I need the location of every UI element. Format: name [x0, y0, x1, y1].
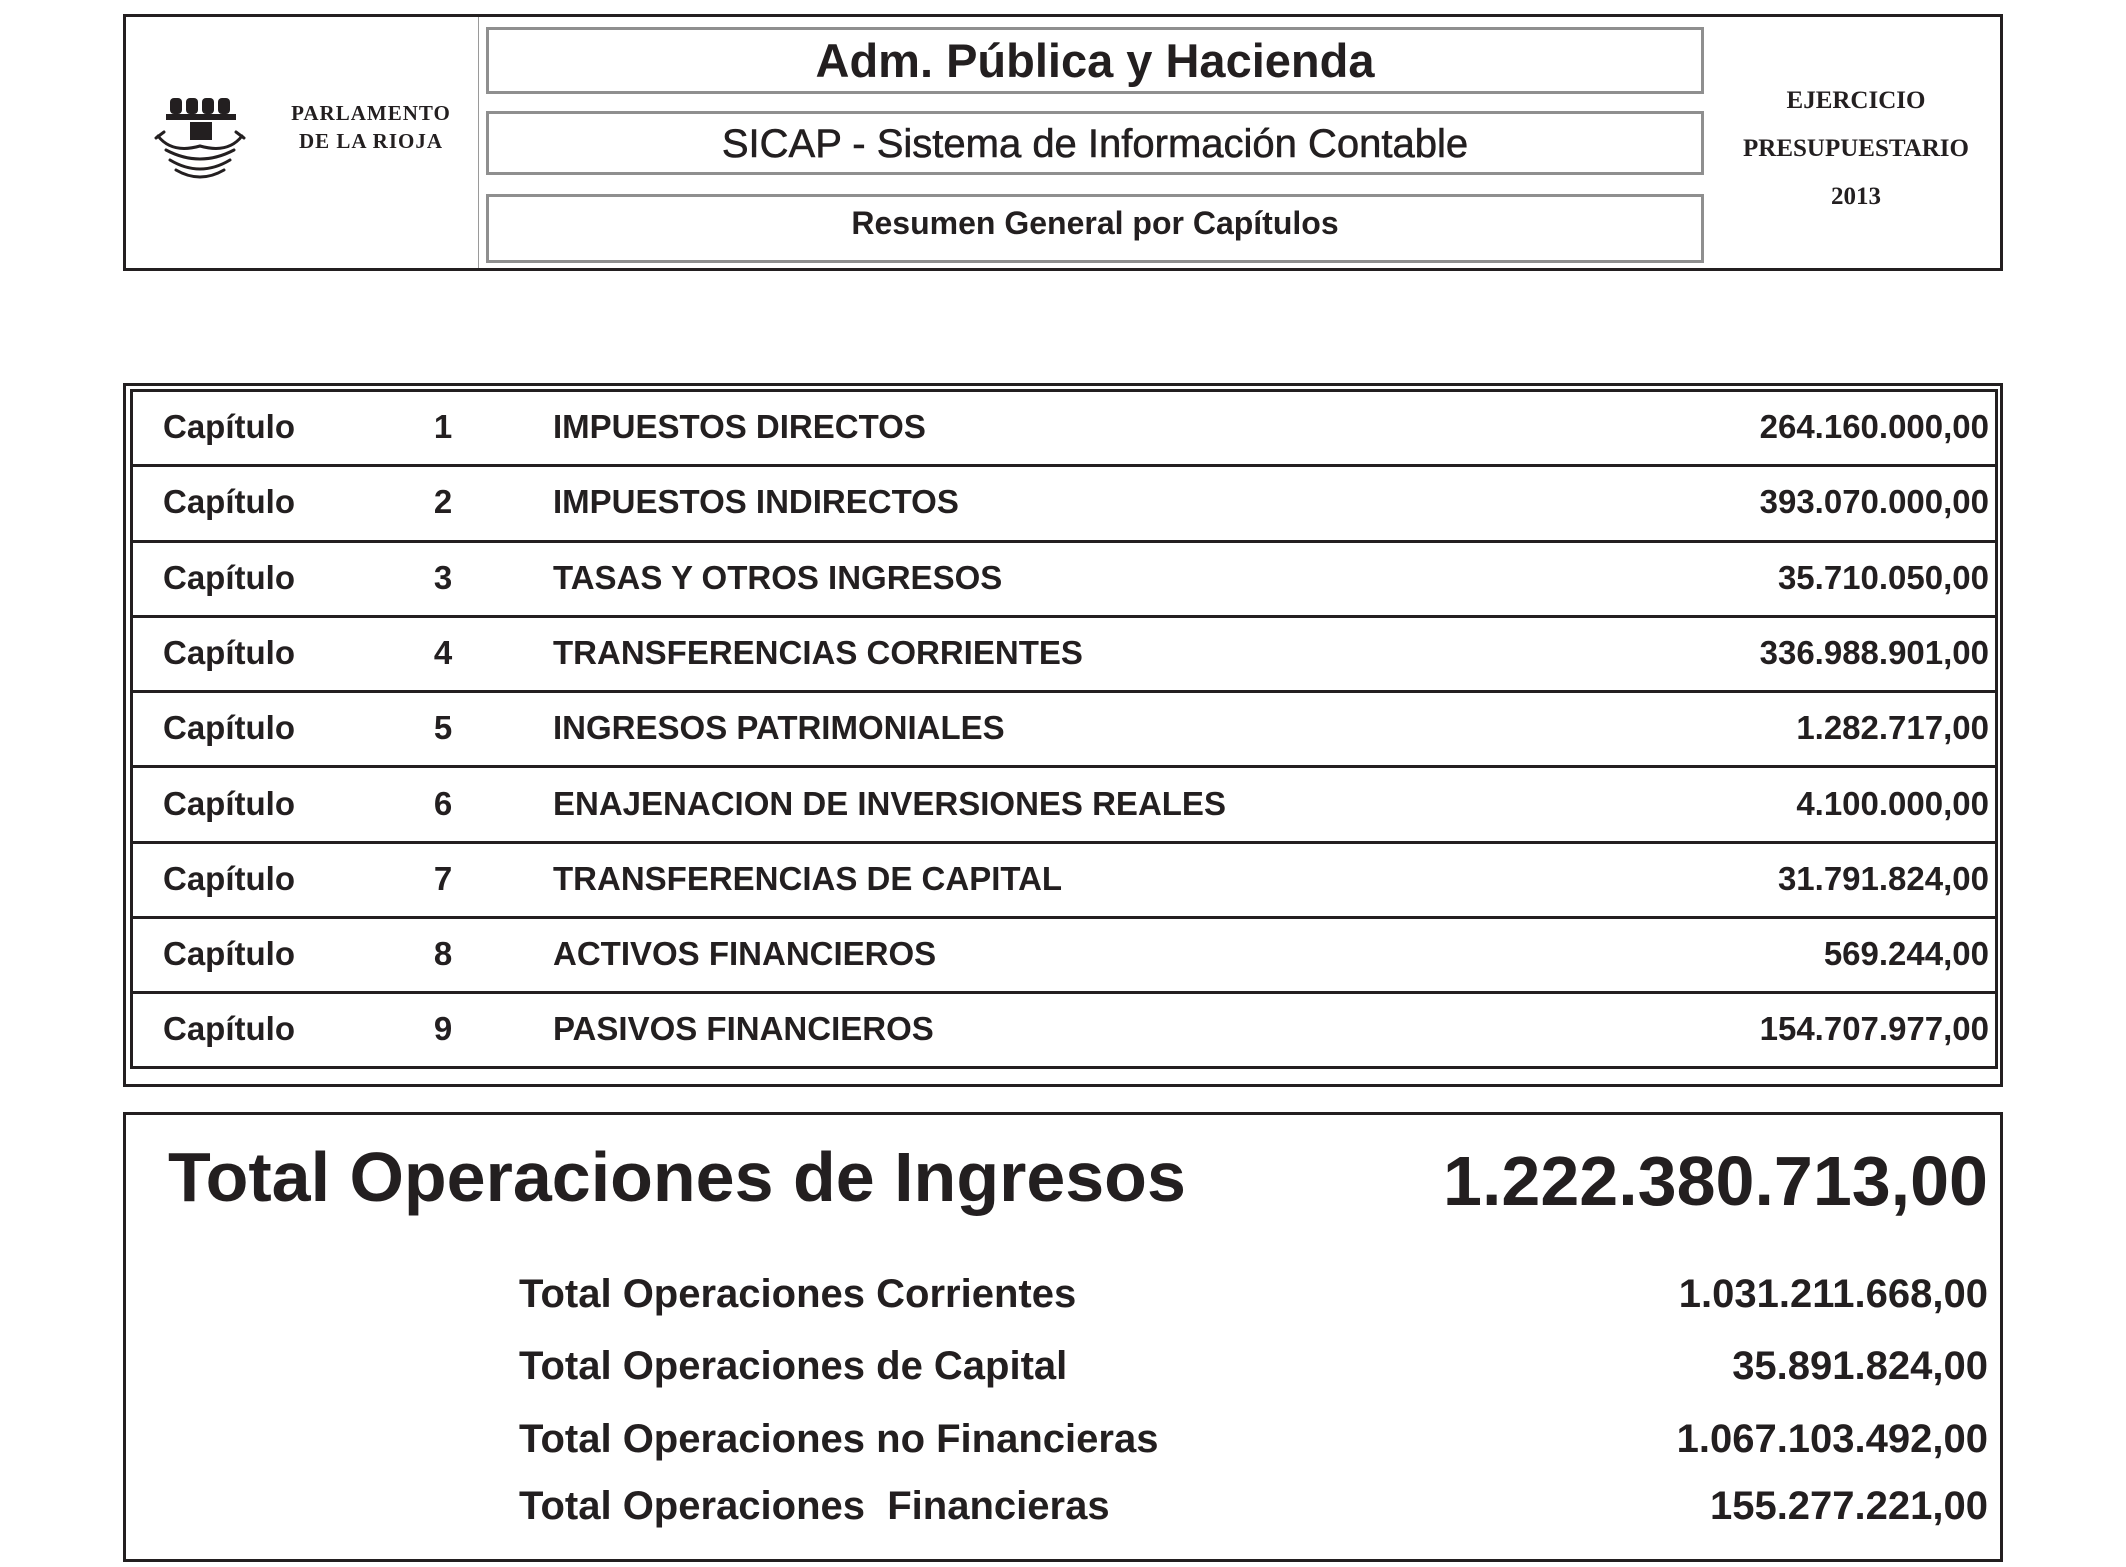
chapter-amount: 1.282.717,00 — [1796, 709, 1989, 747]
table-row — [133, 618, 1995, 693]
parliament-logo-icon — [152, 92, 264, 192]
chapter-description: PASIVOS FINANCIEROS — [553, 1010, 934, 1048]
totals-box — [123, 1112, 2003, 1562]
chapter-description: IMPUESTOS DIRECTOS — [553, 408, 926, 445]
total-corrientes-label: Total Operaciones Corrientes — [519, 1272, 1077, 1316]
total-financieras-label: Total Operaciones Financieras — [519, 1484, 1110, 1528]
chapter-label: Capítulo — [163, 709, 295, 747]
chapter-number: 1 — [433, 408, 453, 445]
chapter-number: 2 — [433, 483, 453, 521]
ejercicio-label: EJERCICIO — [1786, 87, 1926, 114]
total-no-financieras-value: 1.067.103.492,00 — [1676, 1417, 1988, 1461]
chapter-label: Capítulo — [163, 935, 295, 973]
chapter-description: TRANSFERENCIAS DE CAPITAL — [553, 859, 1063, 897]
table-row — [133, 467, 1995, 542]
chapter-description: ENAJENACION DE INVERSIONES REALES — [553, 784, 1226, 822]
table-row — [133, 844, 1995, 919]
chapter-amount: 569.244,00 — [1823, 935, 1989, 973]
system-title: SICAP - Sistema de Información Contable — [486, 111, 1704, 175]
chapter-amount: 393.070.000,00 — [1759, 483, 1989, 521]
table-row — [133, 994, 1995, 1069]
fiscal-year-block — [1721, 77, 1991, 221]
presupuestario-label: PRESUPUESTARIO — [1743, 135, 1969, 162]
table-row — [133, 543, 1995, 618]
chapter-label: Capítulo — [163, 1010, 295, 1048]
table-row — [133, 769, 1995, 844]
capitulos-table-body — [130, 389, 1998, 1069]
chapter-amount: 264.160.000,00 — [1759, 408, 1989, 445]
chapter-amount: 336.988.901,00 — [1759, 633, 1989, 671]
table-row — [133, 693, 1995, 768]
chapter-label: Capítulo — [163, 633, 295, 671]
chapter-number: 9 — [433, 1010, 453, 1048]
total-capital-value: 35.891.824,00 — [1732, 1344, 1988, 1388]
chapter-number: 5 — [433, 709, 453, 747]
report-name: Resumen General por Capítulos — [486, 194, 1704, 263]
grand-total-value: 1.222.380.713,00 — [1443, 1142, 1988, 1220]
chapter-number: 7 — [433, 859, 453, 897]
fiscal-year: 2013 — [1831, 183, 1881, 210]
chapter-description: TRANSFERENCIAS CORRIENTES — [553, 633, 1083, 671]
chapter-number: 8 — [433, 935, 453, 973]
table-row — [133, 919, 1995, 994]
chapter-label: Capítulo — [163, 483, 295, 521]
chapter-description: INGRESOS PATRIMONIALES — [553, 709, 1005, 747]
chapter-label: Capítulo — [163, 784, 295, 822]
logo-text — [276, 99, 466, 155]
chapter-number: 6 — [433, 784, 453, 822]
total-no-financieras-label: Total Operaciones no Financieras — [519, 1417, 1159, 1461]
grand-total-label: Total Operaciones de Ingresos — [168, 1138, 1186, 1216]
logo-area — [126, 17, 479, 268]
chapter-label: Capítulo — [163, 859, 295, 897]
chapter-label: Capítulo — [163, 408, 295, 445]
chapter-number: 4 — [433, 633, 453, 671]
department-title: Adm. Pública y Hacienda — [486, 27, 1704, 94]
logo-line-1: PARLAMENTO — [291, 101, 451, 125]
chapter-description: ACTIVOS FINANCIEROS — [553, 935, 937, 973]
logo-line-2: DE LA RIOJA — [298, 129, 444, 153]
total-capital-label: Total Operaciones de Capital — [519, 1344, 1068, 1388]
chapter-amount: 4.100.000,00 — [1796, 784, 1989, 822]
chapter-number: 3 — [433, 558, 453, 596]
chapter-description: IMPUESTOS INDIRECTOS — [553, 483, 959, 521]
capitulos-table — [123, 383, 2003, 1087]
table-row — [133, 392, 1995, 467]
total-corrientes-value: 1.031.211.668,00 — [1678, 1272, 1988, 1316]
chapter-label: Capítulo — [163, 558, 295, 596]
chapter-amount: 35.710.050,00 — [1777, 558, 1989, 596]
chapter-description: TASAS Y OTROS INGRESOS — [553, 558, 1003, 596]
chapter-amount: 154.707.977,00 — [1759, 1010, 1989, 1048]
total-financieras-value: 155.277.221,00 — [1709, 1484, 1988, 1528]
chapter-amount: 31.791.824,00 — [1777, 859, 1989, 897]
report-header — [123, 14, 2003, 271]
